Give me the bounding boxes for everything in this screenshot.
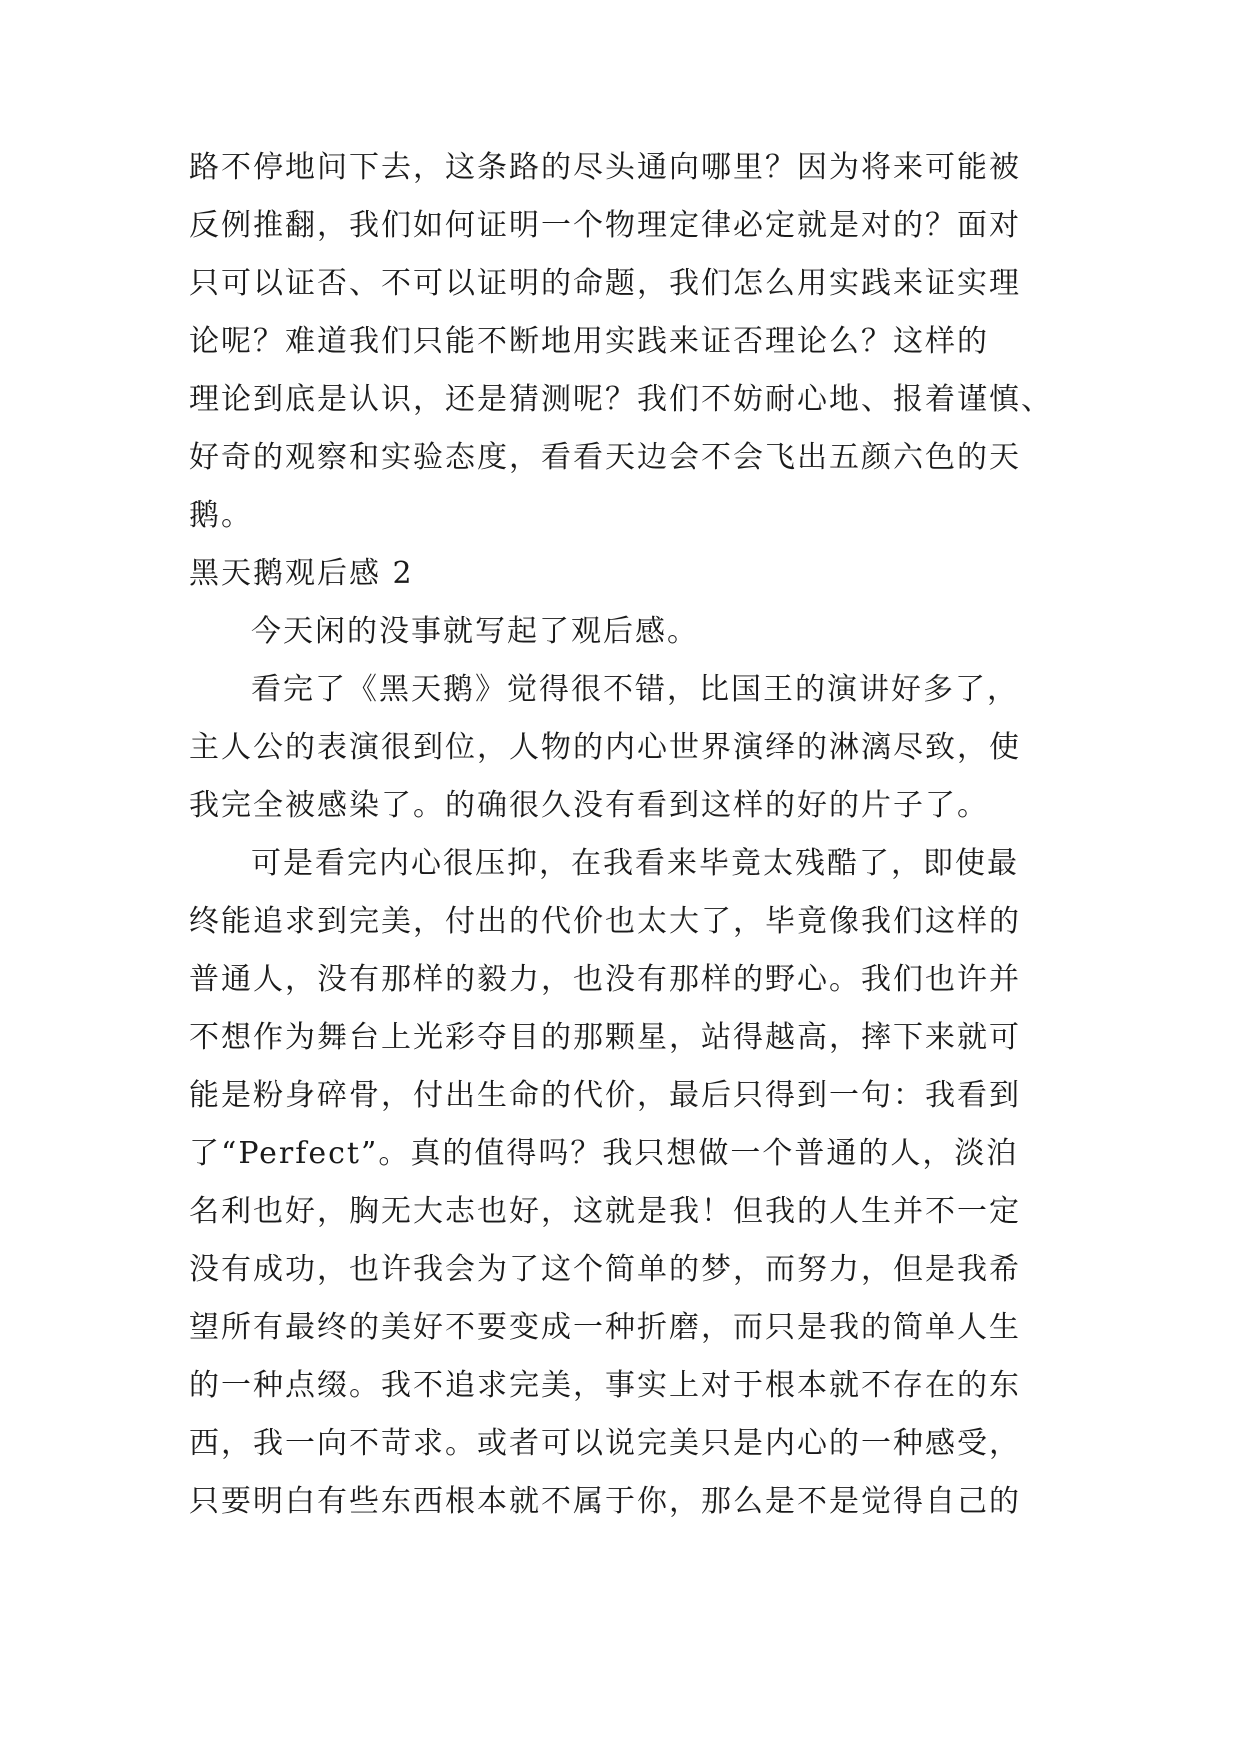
paragraph-reflection bbox=[189, 835, 1059, 1531]
text-line: 可是看完内心很压抑，在我看来毕竟太残酷了，即使最 bbox=[251, 846, 1019, 881]
paragraph-review bbox=[189, 661, 1059, 835]
text-line: 只可以证否、不可以证明的命题，我们怎么用实践来证实理 bbox=[189, 266, 1021, 301]
text-line: 了“Perfect”。真的值得吗？我只想做一个普通的人，淡泊 bbox=[189, 1136, 1019, 1171]
text-line: 不想作为舞台上光彩夺目的那颗星，站得越高，摔下来就可 bbox=[189, 1020, 1021, 1055]
text-line: 我完全被感染了。的确很久没有看到这样的好的片子了。 bbox=[189, 788, 989, 823]
section-title bbox=[189, 545, 1059, 603]
text-line: 反例推翻，我们如何证明一个物理定律必定就是对的？面对 bbox=[189, 208, 1021, 243]
text-line: 今天闲的没事就写起了观后感。 bbox=[251, 614, 699, 649]
text-line: 理论到底是认识，还是猜测呢？我们不妨耐心地、报着谨慎、 bbox=[189, 382, 1053, 417]
text-line: 没有成功，也许我会为了这个简单的梦，而努力，但是我希 bbox=[189, 1252, 1021, 1287]
text-line: 望所有最终的美好不要变成一种折磨，而只是我的简单人生 bbox=[189, 1310, 1021, 1345]
text-line: 路不停地问下去，这条路的尽头通向哪里？因为将来可能被 bbox=[189, 150, 1021, 185]
text-line: 名利也好，胸无大志也好，这就是我！但我的人生并不一定 bbox=[189, 1194, 1021, 1229]
text-line: 西，我一向不苛求。或者可以说完美只是内心的一种感受， bbox=[189, 1426, 1021, 1461]
section-heading: 黑天鹅观后感 2 bbox=[189, 556, 414, 591]
text-line: 只要明白有些东西根本就不属于你，那么是不是觉得自己的 bbox=[189, 1484, 1021, 1519]
text-line: 终能追求到完美，付出的代价也太大了，毕竟像我们这样的 bbox=[189, 904, 1021, 939]
text-line: 的一种点缀。我不追求完美，事实上对于根本就不存在的东 bbox=[189, 1368, 1021, 1403]
text-line: 论呢？难道我们只能不断地用实践来证否理论么？这样的 bbox=[189, 324, 989, 359]
text-line: 普通人，没有那样的毅力，也没有那样的野心。我们也许并 bbox=[189, 962, 1021, 997]
text-line: 好奇的观察和实验态度，看看天边会不会飞出五颜六色的天 bbox=[189, 440, 1021, 475]
text-line: 主人公的表演很到位，人物的内心世界演绎的淋漓尽致，使 bbox=[189, 730, 1021, 765]
text-line: 看完了《黑天鹅》觉得很不错，比国王的演讲好多了， bbox=[251, 672, 1019, 707]
text-line: 鹅。 bbox=[189, 498, 253, 533]
paragraph-intro bbox=[189, 603, 1059, 661]
text-line: 能是粉身碎骨，付出生命的代价，最后只得到一句：我看到 bbox=[189, 1078, 1021, 1113]
paragraph-continued bbox=[189, 139, 1059, 545]
